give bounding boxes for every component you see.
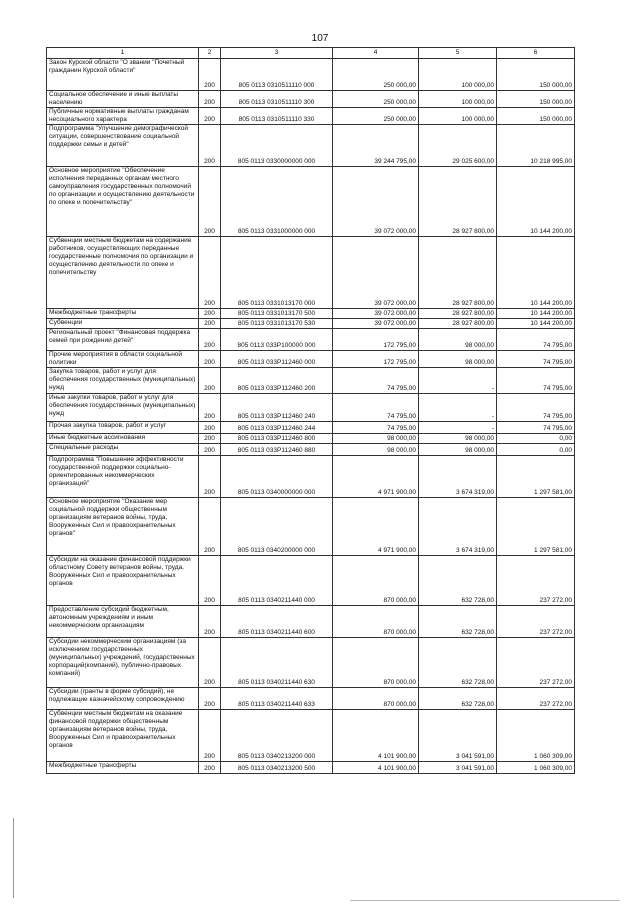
table-row: [47, 556, 575, 606]
row-value-col5-cell: -: [419, 422, 497, 434]
column-header: 6: [497, 48, 575, 59]
row-value-col4-cell: 74 795,00: [333, 422, 419, 434]
row-value-col6-cell: 10 144 200,00: [497, 319, 575, 329]
row-kbk-cell: 805 0113 0331013170 530: [221, 319, 333, 329]
row-name-cell: Прочая закупка товаров, работ и услуг: [47, 422, 199, 434]
row-code-cell: 200: [199, 394, 221, 422]
row-value-col4-cell: 870 000,00: [333, 688, 419, 710]
row-name-cell: Субвенции местным бюджетам на содержание работников, осуществляющих переданные государственные полномочия по организации и осуществлению деятельности по опеке и попечительству: [47, 237, 199, 309]
row-value-col4-cell: 39 072 000,00: [333, 319, 419, 329]
table-row: [47, 309, 575, 319]
row-value-col5-cell: 28 927 800,00: [419, 237, 497, 309]
row-code-cell: 200: [199, 91, 221, 108]
row-code-cell: 200: [199, 351, 221, 368]
row-value-col6-cell: 150 000,00: [497, 91, 575, 108]
row-value-col5-cell: 632 728,00: [419, 688, 497, 710]
row-name-cell: Межбюджетные трансферты: [47, 762, 199, 774]
row-value-col6-cell: 237 272,00: [497, 556, 575, 606]
row-value-col4-cell: 250 000,00: [333, 108, 419, 125]
row-name-cell: Субсидии на оказание финансовой поддержки областному Совету ветеранов войны, труда, Вооруженных Сил и правоохранительных органов: [47, 556, 199, 606]
row-name-cell: Основное мероприятие "Обеспечение исполнения переданных органам местного самоуправления государственных полномочий по организации и осуществлению деятельности по опеке и попечительству": [47, 167, 199, 237]
row-kbk-cell: 805 0113 033P112460 000: [221, 351, 333, 368]
row-value-col5-cell: -: [419, 394, 497, 422]
row-value-col4-cell: 172 795,00: [333, 329, 419, 351]
row-kbk-cell: 805 0113 0340211440 600: [221, 606, 333, 638]
row-kbk-cell: 805 0113 0310511110 000: [221, 59, 333, 91]
table-row: [47, 237, 575, 309]
column-header: 3: [221, 48, 333, 59]
row-value-col6-cell: 10 144 200,00: [497, 309, 575, 319]
row-kbk-cell: 805 0113 033P112460 244: [221, 422, 333, 434]
row-value-col5-cell: 100 000,00: [419, 59, 497, 91]
row-kbk-cell: 805 0113 0340211440 630: [221, 638, 333, 688]
row-code-cell: 200: [199, 498, 221, 556]
row-kbk-cell: 805 0113 0330000000 000: [221, 125, 333, 167]
row-code-cell: 200: [199, 710, 221, 762]
row-name-cell: Подпрограмма "Улучшение демографической ситуации, совершенствование социальной поддержки семьи и детей": [47, 125, 199, 167]
row-name-cell: Социальное обеспечение и иные выплаты населению: [47, 91, 199, 108]
row-value-col4-cell: 4 101 900,00: [333, 762, 419, 774]
row-value-col5-cell: 28 927 800,00: [419, 319, 497, 329]
scan-edge-line: [13, 818, 14, 898]
row-code-cell: 200: [199, 434, 221, 444]
row-value-col6-cell: 74 795,00: [497, 368, 575, 394]
row-value-col6-cell: 0,00: [497, 444, 575, 456]
row-value-col5-cell: 100 000,00: [419, 91, 497, 108]
row-name-cell: Предоставление субсидий бюджетным, автономным учреждениям и иным некоммерческим организациям: [47, 606, 199, 638]
row-code-cell: 200: [199, 368, 221, 394]
column-header: 2: [199, 48, 221, 59]
row-name-cell: Иные закупки товаров, работ и услуг для обеспечения государственных (муниципальных) нужд: [47, 394, 199, 422]
row-value-col5-cell: 29 025 600,00: [419, 125, 497, 167]
table-row: [47, 422, 575, 434]
row-value-col6-cell: 237 272,00: [497, 638, 575, 688]
row-value-col4-cell: 250 000,00: [333, 59, 419, 91]
table-row: [47, 394, 575, 422]
row-value-col6-cell: 74 795,00: [497, 351, 575, 368]
row-value-col5-cell: 632 728,00: [419, 556, 497, 606]
table-row: [47, 167, 575, 237]
row-value-col5-cell: 98 000,00: [419, 434, 497, 444]
row-value-col4-cell: 4 101 900,00: [333, 710, 419, 762]
row-kbk-cell: 805 0113 0331013170 000: [221, 237, 333, 309]
row-name-cell: Субсидии (гранты в форме субсидий), не подлежащие казначейскому сопровождению: [47, 688, 199, 710]
row-kbk-cell: 805 0113 033P112460 200: [221, 368, 333, 394]
row-value-col5-cell: 632 728,00: [419, 606, 497, 638]
page-number: 107: [311, 33, 329, 44]
column-number-row: [47, 48, 575, 59]
table-row: [47, 351, 575, 368]
row-value-col4-cell: 74 795,00: [333, 368, 419, 394]
row-name-cell: Публичные нормативные выплаты гражданам несоциального характера: [47, 108, 199, 125]
row-value-col4-cell: 172 795,00: [333, 351, 419, 368]
row-code-cell: 200: [199, 606, 221, 638]
table-row: [47, 59, 575, 91]
row-code-cell: 200: [199, 319, 221, 329]
row-name-cell: Субсидии некоммерческим организациям (за исключением государственных (муниципальных) учреждений, государственных корпораций(компаний), публично-правовых компаний): [47, 638, 199, 688]
row-value-col6-cell: 0,00: [497, 434, 575, 444]
row-code-cell: 200: [199, 456, 221, 498]
row-code-cell: 200: [199, 125, 221, 167]
table-row: [47, 319, 575, 329]
row-kbk-cell: 805 0113 033P100000 000: [221, 329, 333, 351]
row-value-col5-cell: 98 000,00: [419, 351, 497, 368]
row-value-col5-cell: 98 000,00: [419, 329, 497, 351]
row-value-col4-cell: 4 971 900,00: [333, 456, 419, 498]
table-row: [47, 606, 575, 638]
row-code-cell: 200: [199, 638, 221, 688]
table-row: [47, 688, 575, 710]
table-row: [47, 762, 575, 774]
row-kbk-cell: 805 0113 0331013170 500: [221, 309, 333, 319]
table-row: [47, 329, 575, 351]
row-name-cell: Региональный проект "Финансовая поддержка семей при рождении детей": [47, 329, 199, 351]
row-name-cell: Межбюджетные трансферты: [47, 309, 199, 319]
row-value-col4-cell: 74 795,00: [333, 394, 419, 422]
table-row: [47, 498, 575, 556]
row-code-cell: 200: [199, 309, 221, 319]
row-kbk-cell: 805 0113 0340211440 633: [221, 688, 333, 710]
row-value-col5-cell: 3 041 591,00: [419, 710, 497, 762]
row-value-col6-cell: 74 795,00: [497, 422, 575, 434]
row-value-col6-cell: 237 272,00: [497, 688, 575, 710]
table-row: [47, 91, 575, 108]
row-value-col4-cell: 870 000,00: [333, 638, 419, 688]
row-value-col4-cell: 250 000,00: [333, 91, 419, 108]
row-value-col4-cell: 870 000,00: [333, 556, 419, 606]
row-value-col5-cell: 28 927 800,00: [419, 309, 497, 319]
row-value-col4-cell: 39 244 795,00: [333, 125, 419, 167]
table-row: [47, 444, 575, 456]
row-code-cell: 200: [199, 444, 221, 456]
row-value-col5-cell: 28 927 800,00: [419, 167, 497, 237]
row-kbk-cell: 805 0113 0340200000 000: [221, 498, 333, 556]
column-header: 1: [47, 48, 199, 59]
row-kbk-cell: 805 0113 0331000000 000: [221, 167, 333, 237]
row-value-col6-cell: 74 795,00: [497, 329, 575, 351]
row-value-col5-cell: 3 674 319,00: [419, 456, 497, 498]
row-code-cell: 200: [199, 422, 221, 434]
table-row: [47, 434, 575, 444]
row-value-col6-cell: 150 000,00: [497, 108, 575, 125]
budget-table: [46, 47, 575, 774]
row-value-col6-cell: 1 060 309,00: [497, 710, 575, 762]
row-name-cell: Закупка товаров, работ и услуг для обеспечения государственных (муниципальных) нужд: [47, 368, 199, 394]
table-row: [47, 456, 575, 498]
row-code-cell: 200: [199, 762, 221, 774]
row-code-cell: 200: [199, 108, 221, 125]
row-kbk-cell: 805 0113 0340000000 000: [221, 456, 333, 498]
row-name-cell: Субвенции: [47, 319, 199, 329]
row-kbk-cell: 805 0113 0340211440 000: [221, 556, 333, 606]
row-code-cell: 200: [199, 329, 221, 351]
row-code-cell: 200: [199, 237, 221, 309]
row-name-cell: Прочие мероприятия в области социальной политики: [47, 351, 199, 368]
row-value-col4-cell: 4 971 900,00: [333, 498, 419, 556]
row-kbk-cell: 805 0113 033P112460 880: [221, 444, 333, 456]
row-code-cell: 200: [199, 167, 221, 237]
scan-bottom-line: [350, 900, 620, 901]
row-name-cell: Основное мероприятие "Оказание мер социальной поддержки общественным организациям ветеранов войны, труда, Вооруженных Сил и правоохранительных органов": [47, 498, 199, 556]
table-row: [47, 125, 575, 167]
row-name-cell: Подпрограмма "Повышение эффективности государственной поддержки социально-ориентированных некоммерческих организаций": [47, 456, 199, 498]
row-kbk-cell: 805 0113 0310511110 300: [221, 91, 333, 108]
row-value-col4-cell: 39 072 000,00: [333, 309, 419, 319]
row-value-col4-cell: 39 072 000,00: [333, 237, 419, 309]
row-value-col6-cell: 10 218 995,00: [497, 125, 575, 167]
table-row: [47, 108, 575, 125]
row-value-col6-cell: 74 795,00: [497, 394, 575, 422]
row-value-col6-cell: 1 060 309,00: [497, 762, 575, 774]
table-row: [47, 710, 575, 762]
row-name-cell: Субвенции местным бюджетам на оказание финансовой поддержки общественным организациям ветеранов войны, труда, Вооруженных Сил и правоохранительных органов: [47, 710, 199, 762]
table-row: [47, 638, 575, 688]
row-code-cell: 200: [199, 688, 221, 710]
column-header: 5: [419, 48, 497, 59]
row-name-cell: Закон Курской области "О звании "Почетный гражданин Курской области": [47, 59, 199, 91]
row-value-col5-cell: -: [419, 368, 497, 394]
row-value-col5-cell: 3 674 319,00: [419, 498, 497, 556]
row-name-cell: Специальные расходы: [47, 444, 199, 456]
row-kbk-cell: 805 0113 0340213200 000: [221, 710, 333, 762]
row-kbk-cell: 805 0113 033P112460 240: [221, 394, 333, 422]
row-value-col4-cell: 870 000,00: [333, 606, 419, 638]
row-value-col6-cell: 1 297 581,00: [497, 498, 575, 556]
row-value-col5-cell: 3 041 591,00: [419, 762, 497, 774]
row-value-col6-cell: 1 297 581,00: [497, 456, 575, 498]
row-value-col6-cell: 10 144 200,00: [497, 237, 575, 309]
row-kbk-cell: 805 0113 0340213200 500: [221, 762, 333, 774]
row-value-col6-cell: 150 000,00: [497, 59, 575, 91]
row-code-cell: 200: [199, 556, 221, 606]
row-value-col4-cell: 98 000,00: [333, 444, 419, 456]
row-name-cell: Иные бюджетные ассигнования: [47, 434, 199, 444]
row-value-col5-cell: 100 000,00: [419, 108, 497, 125]
row-value-col5-cell: 632 728,00: [419, 638, 497, 688]
column-header: 4: [333, 48, 419, 59]
row-kbk-cell: 805 0113 0310511110 330: [221, 108, 333, 125]
row-value-col4-cell: 39 072 000,00: [333, 167, 419, 237]
row-value-col6-cell: 237 272,00: [497, 606, 575, 638]
row-code-cell: 200: [199, 59, 221, 91]
row-kbk-cell: 805 0113 033P112460 800: [221, 434, 333, 444]
table-row: [47, 368, 575, 394]
row-value-col5-cell: 98 000,00: [419, 444, 497, 456]
row-value-col4-cell: 98 000,00: [333, 434, 419, 444]
row-value-col6-cell: 10 144 200,00: [497, 167, 575, 237]
